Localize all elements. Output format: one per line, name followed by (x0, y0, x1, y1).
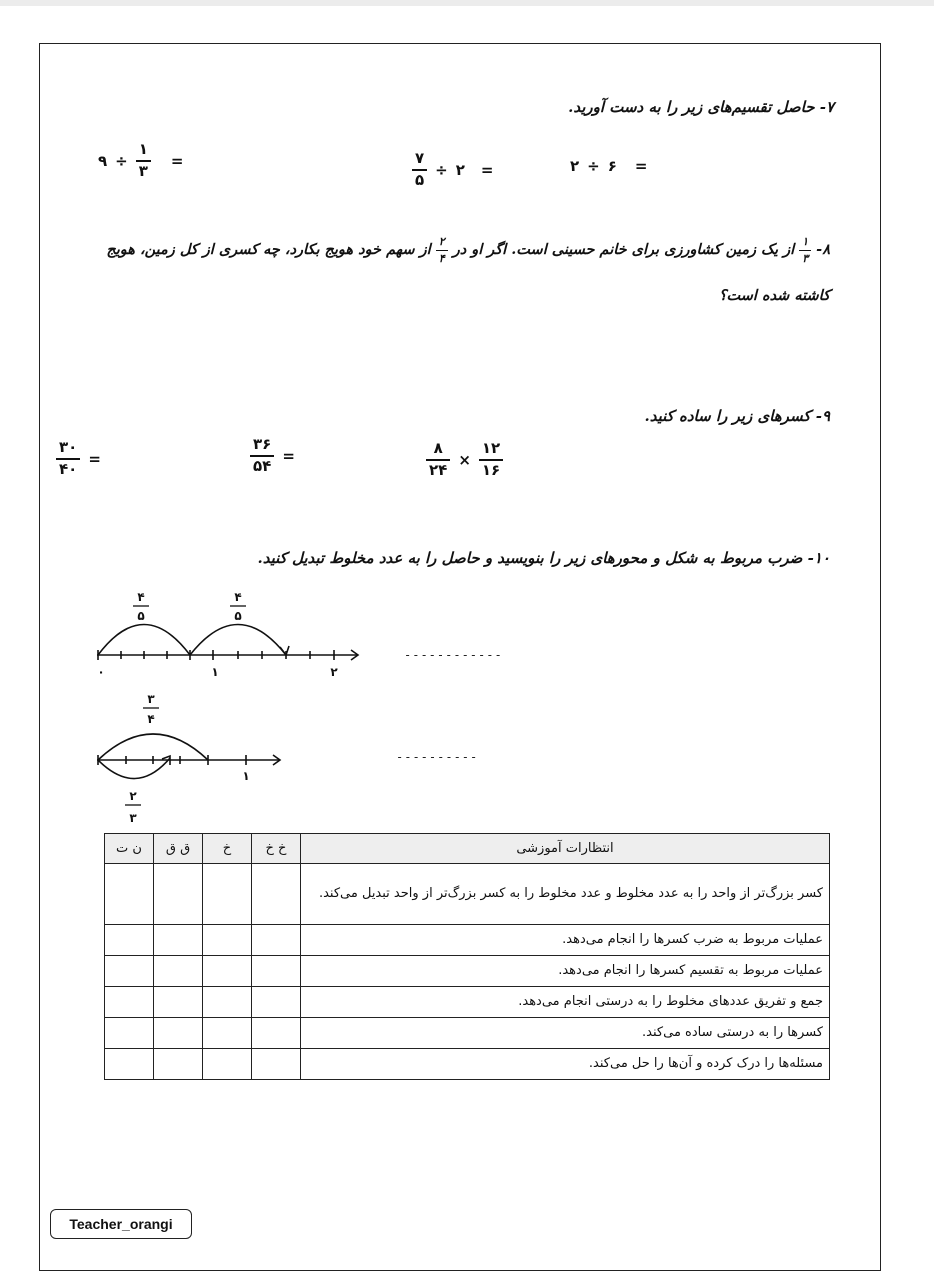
q9-e3-den2: ۱۶ (479, 459, 503, 479)
learning-expectations-table (104, 833, 830, 1080)
nl1-tick-1: ۱ (211, 665, 219, 679)
row-1-cell[interactable] (203, 864, 252, 925)
nl2-bottom-den: ۳ (129, 811, 137, 825)
q9-e1-eq: = (88, 449, 101, 468)
nl1-label-2-num: ۴ (234, 590, 242, 604)
q9-e1-den: ۴۰ (56, 458, 80, 478)
row-5-cell[interactable] (105, 1018, 154, 1049)
q7-e2-op: ÷ (435, 160, 448, 179)
row-6-goal: مسئله‌ها را درک کرده و آن‌ها را حل می‌کند. (301, 1049, 830, 1080)
row-4-goal: جمع و تفریق عددهای مخلوط را به درستی انجام می‌دهد. (301, 987, 830, 1018)
q8-frac-a-num: ۱ (802, 235, 809, 248)
row-4-cell[interactable] (154, 987, 203, 1018)
row-6-cell[interactable] (154, 1049, 203, 1080)
nl2-top-den: ۴ (147, 712, 155, 726)
q7-e1-eq: = (170, 151, 184, 170)
q8-text-part-1: از یک زمین کشاورزی برای خانم حسینی است. اگر او در (452, 241, 795, 259)
row-3-cell[interactable] (252, 956, 301, 987)
q8-text-part-2: از سهم خود هویج بکارد، چه کسری از کل زمین، هویج (106, 241, 431, 259)
q7-e1-den: ۳ (136, 160, 151, 180)
q9-e2-num: ۳۶ (253, 435, 272, 453)
row-2-cell[interactable] (252, 925, 301, 956)
nl1-label-1-den: ۵ (137, 609, 145, 623)
row-1-cell[interactable] (154, 864, 203, 925)
q7-e2-num: ۷ (415, 149, 425, 167)
table-row (105, 1018, 830, 1049)
nl2-bottom-num: ۲ (129, 789, 137, 803)
row-5-cell[interactable] (252, 1018, 301, 1049)
table-row (105, 987, 830, 1018)
q9-e2-eq: = (282, 446, 295, 465)
q7-e3-b: ۶ (607, 157, 617, 175)
table-row (105, 1049, 830, 1080)
row-2-cell[interactable] (105, 925, 154, 956)
row-5-cell[interactable] (203, 1018, 252, 1049)
row-3-cell[interactable] (203, 956, 252, 987)
nl1-label-2-den: ۵ (234, 609, 242, 623)
q7-e2-whole: ۲ (455, 160, 465, 179)
row-6-cell[interactable] (203, 1049, 252, 1080)
nl2-top-num: ۳ (147, 692, 155, 706)
q9-e1-num: ۳۰ (59, 438, 78, 456)
table-row (105, 925, 830, 956)
row-5-goal: کسرها را به درستی ساده می‌کند. (301, 1018, 830, 1049)
header-acceptable: ق ق (154, 834, 203, 864)
row-1-goal: کسر بزرگ‌تر از واحد را به عدد مخلوط و عدد مخلوط را به کسر بزرگ‌تر از واحد تبدیل می‌کند. (301, 864, 830, 925)
table-row (105, 864, 830, 925)
q7-title: ۷- حاصل تقسیم‌های زیر را به دست آورید. (568, 98, 834, 116)
teacher-badge: Teacher_orangi (50, 1209, 192, 1239)
q7-e3-op: ÷ (587, 157, 600, 175)
row-6-cell[interactable] (105, 1049, 154, 1080)
q7-e3-a: ۲ (570, 157, 580, 175)
q10-answer-blank-2[interactable]: ---------- (396, 750, 479, 764)
number-line-1-jump-2 (190, 625, 286, 656)
q10-title: ۱۰- ضرب مربوط به شکل و محورهای زیر را بنویسید و حاصل را به عدد مخلوط تبدیل کنید. (257, 549, 830, 567)
row-1-cell[interactable] (105, 864, 154, 925)
number-line-1-jump-1 (98, 625, 190, 656)
row-3-cell[interactable] (154, 956, 203, 987)
row-3-cell[interactable] (105, 956, 154, 987)
nl1-tick-2: ۲ (330, 665, 338, 679)
nl1-tick-0: ۰ (97, 665, 105, 679)
q7-e1-whole: ۹ (98, 151, 108, 170)
row-2-goal: عملیات مربوط به ضرب کسرها را انجام می‌دهد. (301, 925, 830, 956)
table-header-row (105, 834, 830, 864)
q7-e3-eq: = (634, 157, 648, 175)
header-good: خ (203, 834, 252, 864)
q8-frac-b-num: ۲ (438, 235, 445, 248)
q8-frac-b-den: ۴ (436, 250, 448, 265)
row-2-cell[interactable] (203, 925, 252, 956)
row-3-goal: عملیات مربوط به تقسیم کسرها را انجام می‌دهد. (301, 956, 830, 987)
q7-e1-num: ۱ (138, 140, 148, 158)
row-6-cell[interactable] (252, 1049, 301, 1080)
q10-answer-blank-1[interactable]: ------------ (404, 648, 503, 662)
header-expectations: انتظارات آموزشی (301, 834, 830, 864)
nl2-tick-1: ۱ (242, 769, 250, 783)
q9-e3-op: × (458, 450, 471, 469)
q9-e3-num1: ۸ (433, 439, 443, 457)
q7-e2-den: ۵ (412, 169, 427, 189)
row-1-cell[interactable] (252, 864, 301, 925)
row-2-cell[interactable] (154, 925, 203, 956)
row-4-cell[interactable] (252, 987, 301, 1018)
table-row (105, 956, 830, 987)
header-very-good: خ خ (252, 834, 301, 864)
q9-title: ۹- کسرهای زیر را ساده کنید. (644, 407, 830, 425)
row-4-cell[interactable] (203, 987, 252, 1018)
q8-frac-a-den: ۳ (799, 250, 811, 265)
q9-e3-den1: ۲۴ (426, 459, 450, 479)
row-4-cell[interactable] (105, 987, 154, 1018)
q9-e3-num2: ۱۲ (481, 439, 501, 457)
row-5-cell[interactable] (154, 1018, 203, 1049)
q7-e2-eq: = (480, 160, 494, 179)
q8-number: ۸- (816, 241, 830, 259)
q9-e2-den: ۵۴ (250, 455, 274, 475)
q7-e1-op: ÷ (115, 151, 128, 170)
number-line-2-bottom-arc (98, 758, 170, 779)
header-needs-effort: ن ت (105, 834, 154, 864)
nl1-label-1-num: ۴ (137, 590, 145, 604)
q8-line-2: کاشته شده است؟ (718, 287, 830, 304)
